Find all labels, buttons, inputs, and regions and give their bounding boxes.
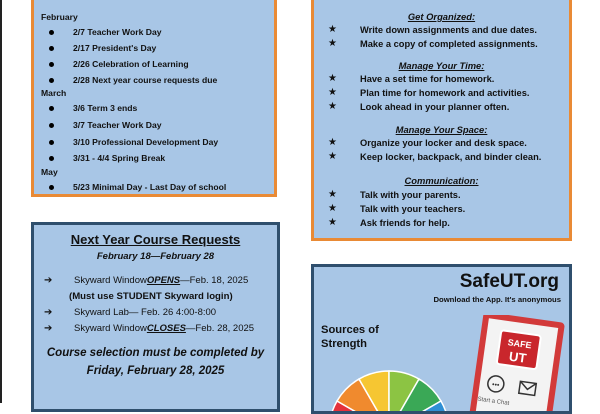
star-icon: ★ xyxy=(328,73,337,84)
calendar-box xyxy=(31,0,277,197)
star-icon: ★ xyxy=(328,137,337,148)
course-line-opens: ➔ Skyward Window OPENS —Feb. 18, 2025 xyxy=(44,275,249,286)
calendar-item: 2/28 Next year course requests due xyxy=(49,75,217,85)
calendar-item: 3/6 Term 3 ends xyxy=(49,103,137,113)
safeut-subtitle: Download the App. It's anonymous xyxy=(433,295,561,304)
tip-item: ★ Plan time for homework and activities. xyxy=(328,87,530,98)
tip-item: ★ Talk with your parents. xyxy=(328,189,461,200)
page-left-border xyxy=(0,0,2,403)
course-deadline-line2: Friday, February 28, 2025 xyxy=(86,365,225,377)
tips-heading: Manage Your Time: xyxy=(398,60,485,71)
month-label-march: March xyxy=(41,88,67,98)
bullet-icon xyxy=(49,185,54,190)
course-line-closes: ➔ Skyward Window CLOSES —Feb. 28, 2025 xyxy=(44,323,255,334)
calendar-item: 2/26 Celebration of Learning xyxy=(49,59,189,69)
arrow-right-icon: ➔ xyxy=(44,323,53,334)
course-dates: February 18—February 28 xyxy=(96,251,215,262)
calendar-item: 2/7 Teacher Work Day xyxy=(49,27,162,37)
wheel-segments xyxy=(329,371,449,414)
tip-item: ★ Have a set time for homework. xyxy=(328,73,495,84)
sources-of-strength-wheel xyxy=(324,366,454,414)
safeut-title: SafeUT.org xyxy=(459,271,559,292)
svg-text:UT: UT xyxy=(508,348,528,366)
tip-item: ★ Make a copy of completed assignments. xyxy=(328,38,538,49)
tip-item: ★ Talk with your teachers. xyxy=(328,203,466,214)
safeut-app-phone-image xyxy=(464,315,572,414)
arrow-right-icon: ➔ xyxy=(44,275,53,286)
sources-of-strength-heading: Sources of Strength xyxy=(321,324,379,350)
tips-heading: Communication: xyxy=(404,175,479,186)
calendar-item: 3/10 Professional Development Day xyxy=(49,137,218,147)
calendar-item: 5/23 Minimal Day - Last Day of school xyxy=(49,182,226,192)
month-label-may: May xyxy=(41,167,58,177)
calendar-item: 3/31 - 4/4 Spring Break xyxy=(49,153,165,163)
tips-heading: Get Organized: xyxy=(407,11,476,22)
bullet-icon xyxy=(49,78,54,83)
start-chat-label: Start a Chat xyxy=(477,396,510,407)
tip-item: ★ Write down assignments and due dates. xyxy=(328,24,538,35)
tip-item: ★ Organize your locker and desk space. xyxy=(328,137,527,148)
bullet-icon xyxy=(49,156,54,161)
month-label-february: February xyxy=(41,12,78,22)
bullet-icon xyxy=(49,30,54,35)
bullet-icon xyxy=(49,123,54,128)
arrow-right-icon: ➔ xyxy=(44,307,53,318)
star-icon: ★ xyxy=(328,38,337,49)
safeut-logo-text: SAFE xyxy=(507,337,533,351)
bullet-icon xyxy=(49,106,54,111)
star-icon: ★ xyxy=(328,189,337,200)
star-icon: ★ xyxy=(328,101,337,112)
course-title: Next Year Course Requests xyxy=(70,232,241,247)
course-login-note: (Must use STUDENT Skyward login) xyxy=(69,291,233,302)
course-deadline-line1: Course selection must be completed by xyxy=(46,347,265,359)
tip-item: ★ Ask friends for help. xyxy=(328,217,450,228)
course-line-lab: ➔ Skyward Lab— Feb. 26 4:00-8:00 xyxy=(44,307,217,318)
study-tips-box xyxy=(311,0,572,241)
star-icon: ★ xyxy=(328,87,337,98)
tip-item: ★ Look ahead in your planner often. xyxy=(328,101,510,112)
calendar-item: 2/17 President's Day xyxy=(49,43,156,53)
course-requests-box xyxy=(31,222,280,412)
bullet-icon xyxy=(49,140,54,145)
tip-item: ★ Keep locker, backpack, and binder clean. xyxy=(328,151,542,162)
tips-heading: Manage Your Space: xyxy=(395,124,488,135)
bullet-icon xyxy=(49,62,54,67)
svg-text:•••: ••• xyxy=(491,381,500,390)
star-icon: ★ xyxy=(328,203,337,214)
star-icon: ★ xyxy=(328,24,337,35)
star-icon: ★ xyxy=(328,217,337,228)
calendar-item: 3/7 Teacher Work Day xyxy=(49,120,162,130)
star-icon: ★ xyxy=(328,151,337,162)
safeut-box xyxy=(311,264,572,414)
bullet-icon xyxy=(49,46,54,51)
